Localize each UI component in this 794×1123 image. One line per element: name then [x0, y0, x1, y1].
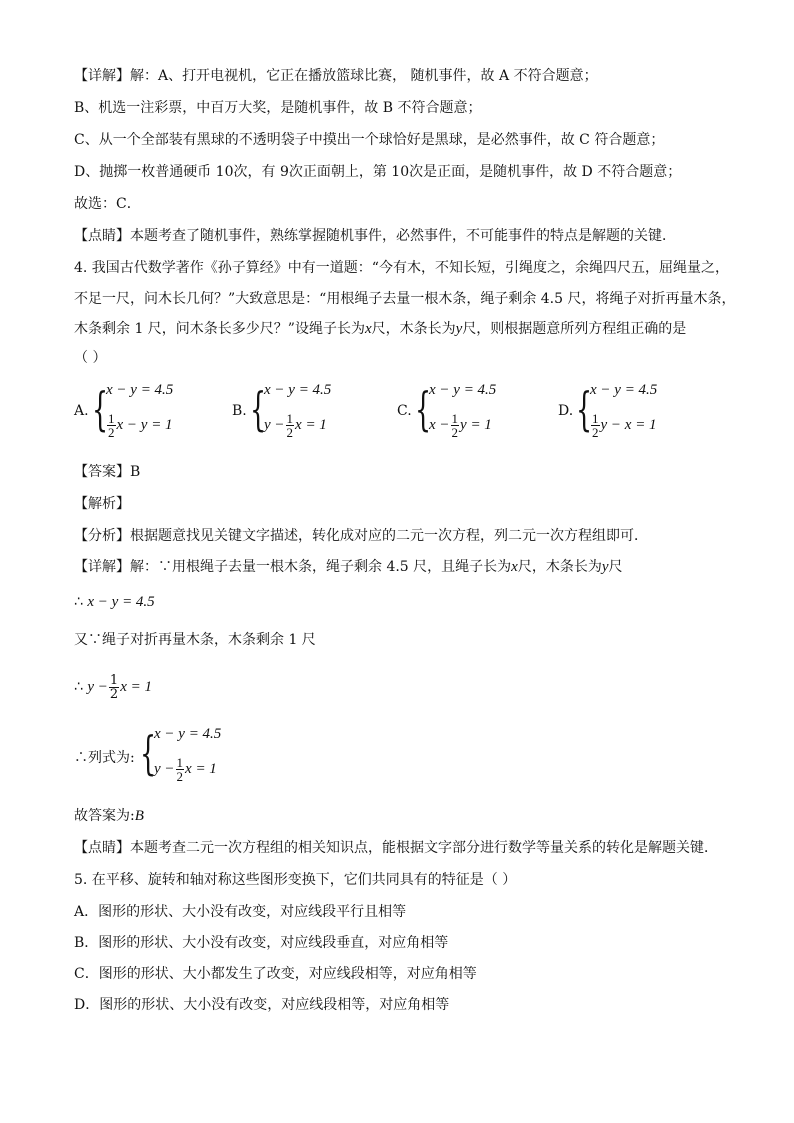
question-4-line-2: 不足一尺，问木长几何？”大致意思是：“用根绳子去量一根木条，绳子剩余 4.5 尺，将绳子对折再量木条， — [74, 291, 736, 307]
option-a-system — [92, 382, 212, 440]
question-4-line-3 — [74, 319, 686, 339]
half-fraction: $\frac{1}{2}$ — [108, 411, 115, 440]
comment-line-2: 【点睛】本题考查二元一次方程组的相关知识点，能根据文字部分进行数学等量关系的转化是解题关键． — [74, 840, 718, 856]
option-c-system — [415, 382, 535, 440]
comment-line: 【点睛】本题考查了随机事件，熟练掌握随机事件，必然事件，不可能事件的特点是解题的关键． — [74, 228, 676, 244]
brace-icon: { — [92, 382, 109, 436]
final-answer-line: 故答案为:B — [74, 808, 144, 824]
q4-text-pre: 木条剩余 1 尺，问木条长多少尺？”设绳子长为 — [74, 321, 365, 337]
brace-icon: { — [576, 382, 593, 436]
half-fraction: $\frac{1}{2}$ — [451, 411, 459, 440]
option-c-eq-2: x − $\frac{1}{2}$ y = 1 — [429, 411, 492, 440]
option-b-eq-1: x − y = 4.5 — [264, 382, 332, 398]
equation-1-line: ∴ x − y = 4.5 — [74, 594, 155, 610]
solution-detail-line: 【详解】解：A、打开电视机，它正在播放篮球比赛， 随机事件，故 A 不符合题意； — [74, 68, 598, 84]
question-5-option-d: D．图形的形状、大小没有改变，对应线段相等，对应角相等 — [74, 997, 450, 1013]
half-fraction: $\frac{1}{2}$ — [592, 411, 599, 440]
option-b-eq-2: y − $\frac{1}{2}$ x = 1 — [264, 411, 327, 440]
question-5: 5. 在平移、旋转和轴对称这些图形变换下，它们共同具有的特征是（ ） — [74, 872, 517, 888]
final-eq-2: y − $\frac{1}{2}$ x = 1 — [154, 755, 217, 784]
q4-var-x: x — [364, 321, 372, 337]
option-d-eq-1: x − y = 4.5 — [590, 382, 658, 398]
brace-icon: { — [250, 382, 267, 436]
q4-var-y: y — [455, 321, 463, 337]
brace-icon: { — [140, 726, 157, 780]
question-4-blank: （ ） — [74, 350, 107, 366]
detail-line: 【详解】解：∵用根绳子去量一根木条，绳子剩余 4.5 尺，且绳子长为x尺，木条长为y尺 — [74, 559, 623, 575]
final-system — [140, 726, 280, 784]
option-a-eq-1: x − y = 4.5 — [106, 382, 174, 398]
option-c-label: C. — [397, 403, 412, 419]
final-eq-1: x − y = 4.5 — [154, 726, 222, 742]
option-a-eq-2: $\frac{1}{2}$ x − y = 1 — [108, 411, 173, 440]
analysis-heading: 【解析】 — [74, 496, 130, 512]
option-d-explanation: D、抛掷一枚普通硬币 10次，有 9次正面朝上，第 10次是正面，是随机事件，故 D 不符合题意； — [74, 164, 682, 180]
option-c-explanation: C、从一个全部装有黑球的不透明袋子中摸出一个球恰好是黑球，是必然事件，故 C 符合题意； — [74, 132, 665, 148]
option-b-label: B. — [232, 403, 247, 419]
half-fraction: $\frac{1}{2}$ — [176, 755, 184, 784]
again-line: 又∵绳子对折再量木条，木条剩余 1 尺 — [74, 632, 316, 648]
q4-text-mid: 尺，木条长为 — [371, 321, 456, 337]
question-5-option-c: C．图形的形状、大小都发生了改变，对应线段相等，对应角相等 — [74, 966, 477, 982]
q4-text-post: 尺，则根据题意所列方程组正确的是 — [462, 321, 687, 337]
half-fraction: $\frac{1}{2}$ — [286, 411, 294, 440]
question-5-option-a: A．图形的形状、大小没有改变，对应线段平行且相等 — [74, 904, 407, 920]
analysis-line: 【分析】根据题意找见关键文字描述，转化成对应的二元一次方程，列二元一次方程组即可． — [74, 528, 648, 544]
option-d-system — [576, 382, 696, 440]
option-c-eq-1: x − y = 4.5 — [429, 382, 497, 398]
question-5-option-b: B．图形的形状、大小没有改变，对应线段垂直，对应角相等 — [74, 935, 449, 951]
option-d-label: D. — [558, 403, 574, 419]
question-4-line-1: 4. 我国古代数学著作《孙子算经》中有一道题：“今有木，不知长短，引绳度之，余绳四尺五，屈绳量之， — [74, 260, 729, 276]
choice-conclusion: 故选：C． — [74, 196, 141, 212]
option-b-explanation: B、机选一注彩票，中百万大奖，是随机事件，故 B 不符合题意； — [74, 100, 482, 116]
equation-2-line: ∴ y − $\frac{1}{2}$ x = 1 — [74, 672, 152, 702]
answer-line: 【答案】B — [74, 464, 141, 480]
half-fraction: $\frac{1}{2}$ — [109, 672, 119, 702]
option-b-system — [250, 382, 370, 440]
brace-icon: { — [415, 382, 432, 436]
option-a-label: A. — [74, 403, 89, 419]
system-intro: ∴列式为: — [74, 750, 135, 766]
option-d-eq-2: $\frac{1}{2}$ y − x = 1 — [592, 411, 657, 440]
